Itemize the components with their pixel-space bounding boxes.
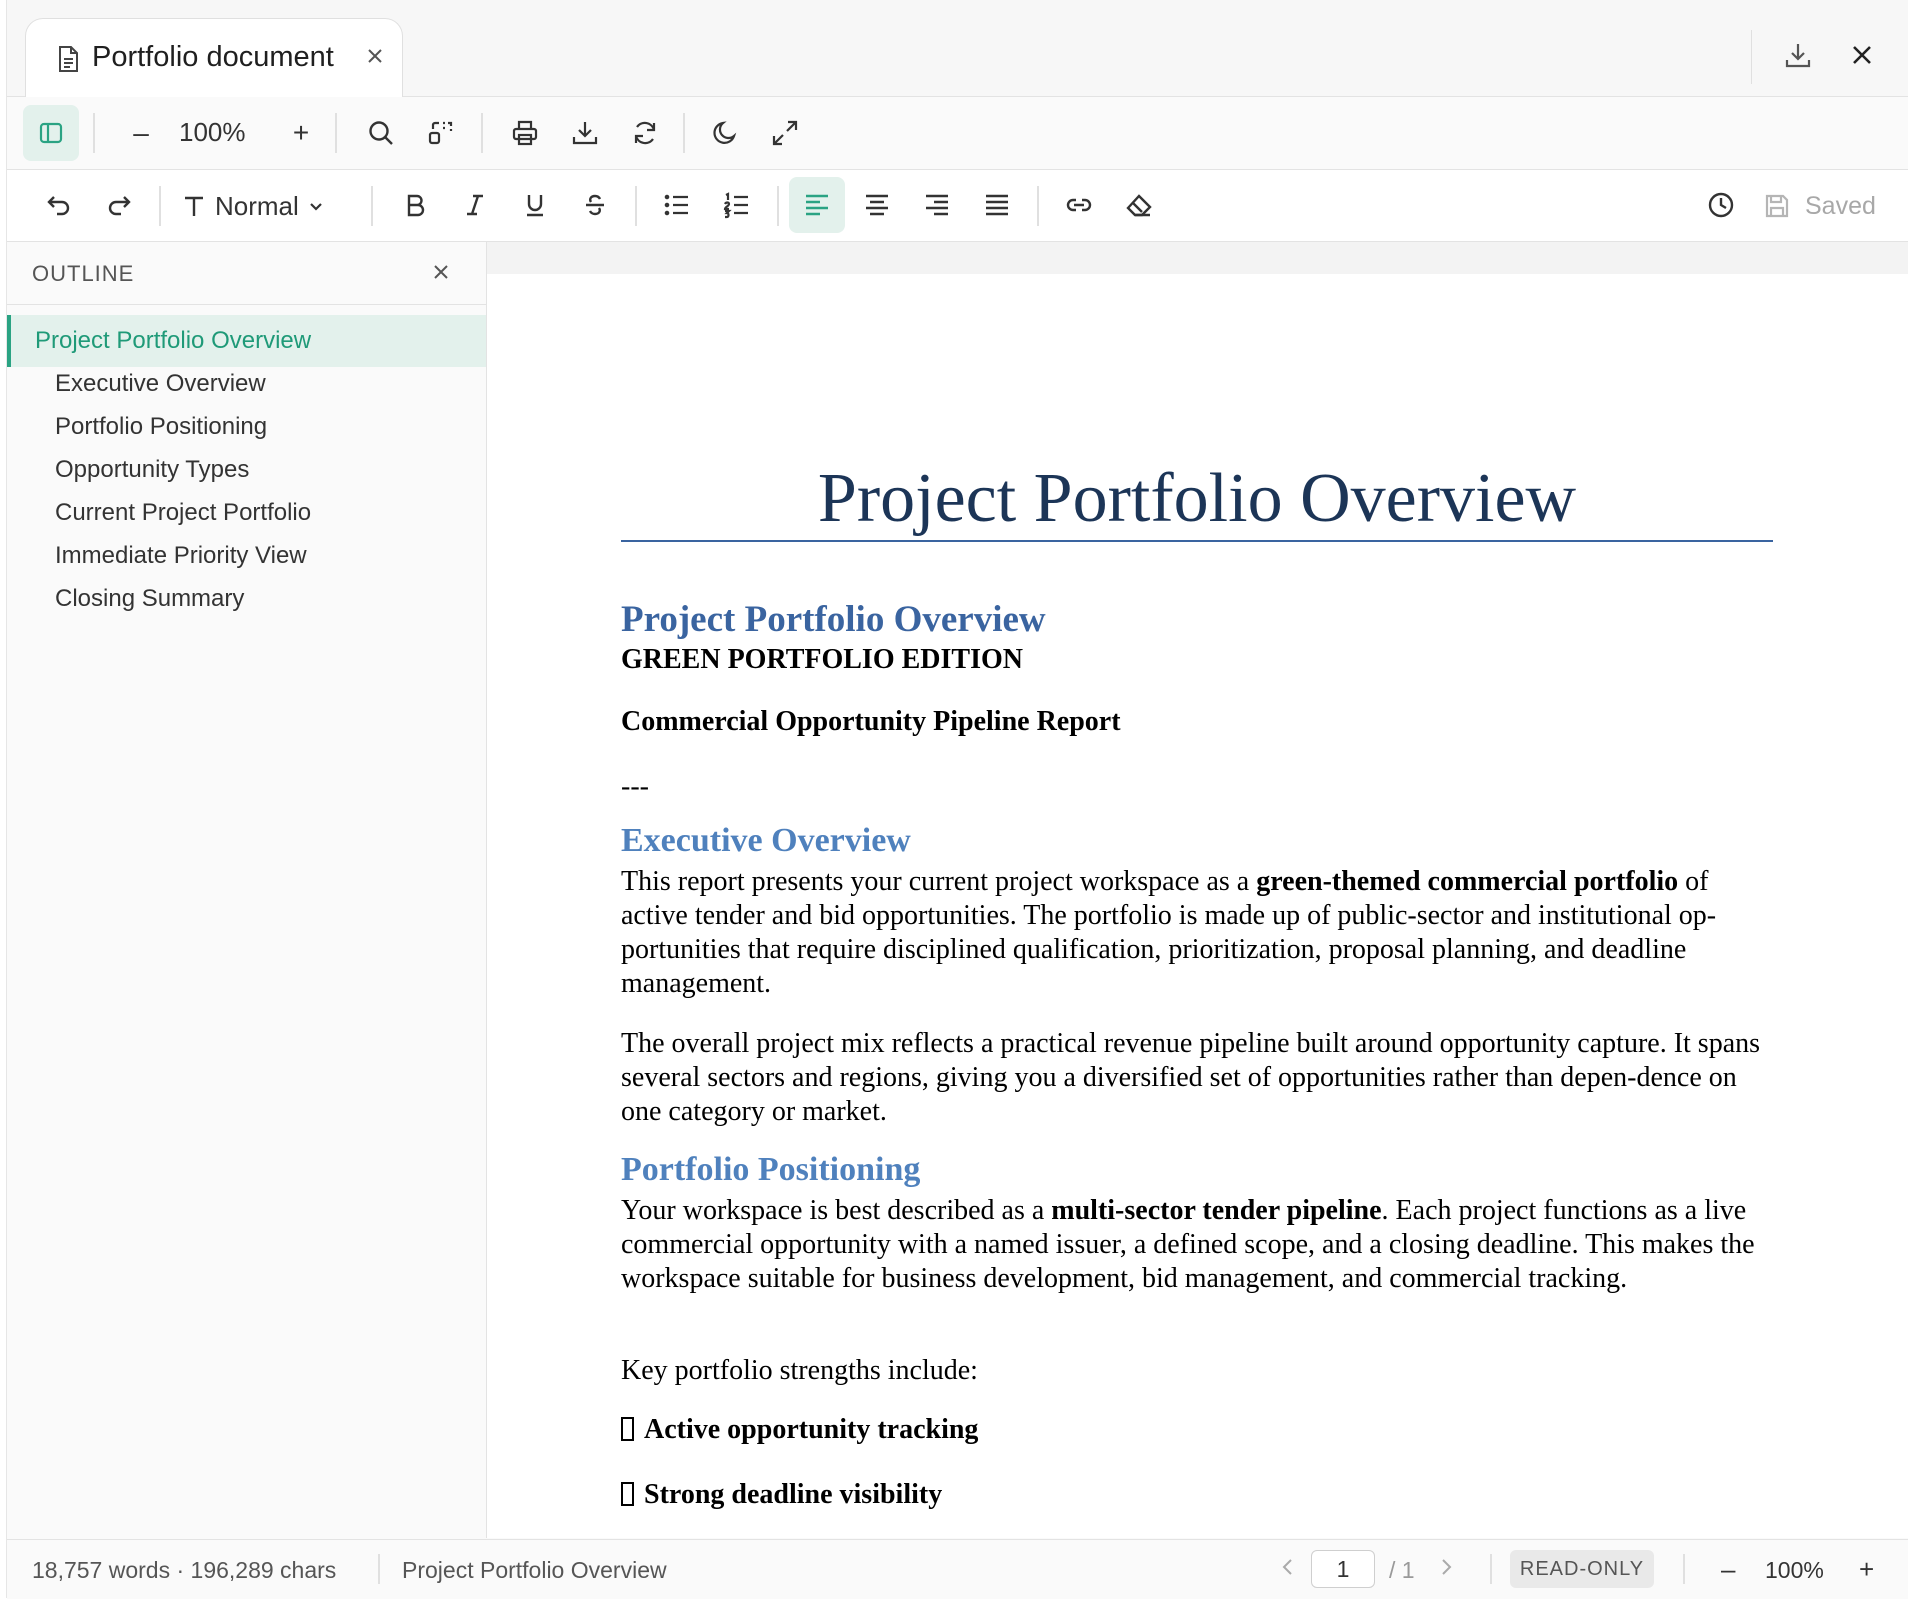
status-zoom-level: 100%: [1765, 1557, 1824, 1583]
heading-executive-overview: Executive Overview: [621, 822, 911, 859]
export-button[interactable]: [557, 105, 613, 161]
outline-item-immediate-priority-view[interactable]: Immediate Priority View: [55, 542, 307, 569]
current-section: Project Portfolio Overview: [402, 1557, 667, 1583]
history-button[interactable]: [1693, 177, 1749, 233]
italic-icon: [462, 192, 488, 218]
next-page-icon[interactable]: [1437, 1556, 1455, 1578]
print-icon: [511, 119, 539, 147]
text-run: . Each project functions as a live commercial opportunity with a named issuer, a defined scope, and a closing deadline. This makes the workspace suitable for business development, bid management, and commercial tracking.: [621, 1195, 1755, 1294]
numbered-list-button[interactable]: [709, 177, 765, 233]
report-name: Commercial Opportunity Pipeline Report: [621, 706, 1121, 737]
insert-link-button[interactable]: [1051, 177, 1107, 233]
underline-icon: [522, 192, 548, 218]
page-total: / 1: [1389, 1557, 1415, 1583]
align-right-icon: [923, 191, 951, 219]
divider: [93, 113, 95, 153]
align-left-icon: [803, 191, 831, 219]
align-center-button[interactable]: [849, 177, 905, 233]
undo-button[interactable]: [31, 177, 87, 233]
divider: [159, 186, 161, 226]
numbered-list-icon: [723, 191, 751, 219]
saved-label: Saved: [1805, 191, 1876, 220]
outline-item-project-portfolio-overview[interactable]: Project Portfolio Overview: [7, 315, 486, 367]
divider: [635, 186, 637, 226]
positioning-paragraph-1: [621, 1194, 1781, 1296]
fullscreen-button[interactable]: [757, 105, 813, 161]
close-icon[interactable]: [1847, 40, 1877, 70]
search-button[interactable]: [353, 105, 409, 161]
download-icon[interactable]: [1783, 40, 1813, 70]
divider: [371, 186, 373, 226]
print-button[interactable]: [497, 105, 553, 161]
page-number-input[interactable]: 1: [1311, 1550, 1375, 1588]
expand-icon: [771, 119, 799, 147]
document-viewport[interactable]: [487, 242, 1908, 1538]
zoom-level: 100%: [179, 117, 246, 147]
text-style-icon: [181, 193, 207, 219]
status-bar: [7, 1539, 1908, 1599]
tab-title: Portfolio document: [92, 41, 334, 73]
outline-item-portfolio-positioning[interactable]: Portfolio Positioning: [55, 413, 268, 440]
text-run: This report presents your current project workspace as a: [621, 866, 1257, 897]
bold-run: green-themed commercial portfolio: [1256, 866, 1679, 897]
document-title: Project Portfolio Overview: [621, 458, 1773, 542]
executive-paragraph-1: [621, 865, 1781, 1001]
document-page: [487, 274, 1908, 1538]
status-zoom-in-button[interactable]: +: [1859, 1554, 1875, 1584]
find-replace-button[interactable]: [413, 105, 469, 161]
toggle-sidebar-button[interactable]: [23, 105, 79, 161]
outline-item-current-project-portfolio[interactable]: Current Project Portfolio: [55, 499, 312, 526]
align-center-icon: [863, 191, 891, 219]
strength-label: Active opportunity tracking: [644, 1414, 979, 1445]
download-icon: [571, 119, 599, 147]
divider: [1037, 186, 1039, 226]
search-icon: [367, 119, 395, 147]
outline-header: [7, 242, 486, 305]
sidebar-icon: [38, 120, 64, 146]
strength-label: Strong deadline visibility: [644, 1479, 943, 1510]
heading-main: Project Portfolio Overview: [621, 599, 1046, 640]
divider: [335, 113, 337, 153]
refresh-button[interactable]: [617, 105, 673, 161]
outline-item-executive-overview[interactable]: Executive Overview: [55, 370, 266, 397]
checkbox-glyph: [621, 1417, 634, 1441]
style-value: Normal: [215, 190, 299, 221]
divider: [683, 113, 685, 153]
read-only-badge: READ-ONLY: [1510, 1550, 1654, 1588]
zoom-in-button[interactable]: +: [292, 117, 310, 148]
bold-icon: [402, 192, 428, 218]
eraser-icon: [1124, 190, 1154, 220]
view-toolbar: [7, 97, 1908, 170]
redo-button[interactable]: [91, 177, 147, 233]
tab-bar: [7, 0, 1908, 97]
align-left-button[interactable]: [789, 177, 845, 233]
align-right-button[interactable]: [909, 177, 965, 233]
close-outline-icon[interactable]: [429, 260, 453, 284]
save-status: [1763, 178, 1876, 234]
prev-page-icon[interactable]: [1279, 1556, 1297, 1578]
clock-icon: [1706, 190, 1736, 220]
tab-portfolio-document[interactable]: [25, 18, 403, 97]
divider: [1683, 1554, 1685, 1584]
status-zoom-out-button[interactable]: –: [1721, 1554, 1736, 1584]
dark-mode-button[interactable]: [697, 105, 753, 161]
executive-paragraph-2: The overall project mix reflects a practical revenue pipeline built around opportunity capture. It spans several sectors and regions, giving you a diversified set of opportunities rather than depen-dence on one category or market.: [621, 1028, 1761, 1127]
paragraph-style-select[interactable]: [181, 178, 325, 234]
close-tab-icon[interactable]: [366, 47, 384, 65]
app-window: [6, 0, 1908, 1598]
refresh-icon: [631, 119, 659, 147]
replace-icon: [427, 119, 455, 147]
edition-label: GREEN PORTFOLIO EDITION: [621, 644, 1023, 675]
bullet-list-button[interactable]: [649, 177, 705, 233]
link-icon: [1064, 190, 1094, 220]
text-run: Your workspace is best described as a: [621, 1195, 1052, 1226]
strikethrough-icon: [582, 192, 608, 218]
save-icon: [1763, 192, 1791, 220]
outline-item-closing-summary[interactable]: Closing Summary: [55, 585, 245, 612]
checkbox-glyph: [621, 1482, 634, 1506]
text-run: of active tender and bid opportunities. The portfolio is made up of public-sector and institutional op-portunities that require disciplined qualification, prioritization, proposal planning, and deadline management.: [621, 866, 1717, 999]
outline-title: OUTLINE: [32, 261, 135, 286]
undo-icon: [45, 191, 73, 219]
divider: [1751, 30, 1752, 84]
bullet-list-icon: [663, 191, 691, 219]
moon-icon: [711, 119, 739, 147]
chevron-down-icon: [307, 197, 325, 215]
heading-portfolio-positioning: Portfolio Positioning: [621, 1151, 921, 1188]
separator-text: ---: [621, 771, 649, 802]
format-toolbar: [7, 170, 1908, 242]
outline-item-opportunity-types[interactable]: Opportunity Types: [55, 456, 250, 483]
justify-icon: [983, 191, 1011, 219]
clear-format-button[interactable]: [1111, 177, 1167, 233]
bold-button[interactable]: [387, 177, 443, 233]
bold-run: multi-sector tender pipeline: [1051, 1195, 1382, 1226]
strengths-intro: Key portfolio strengths include:: [621, 1355, 978, 1386]
divider: [1490, 1554, 1492, 1584]
italic-button[interactable]: [447, 177, 503, 233]
zoom-out-button[interactable]: –: [133, 117, 149, 148]
strength-item: [621, 1414, 978, 1446]
outline-panel: [7, 242, 487, 1538]
divider: [481, 113, 483, 153]
strength-item: [621, 1479, 942, 1511]
divider: [777, 186, 779, 226]
divider: [378, 1554, 380, 1584]
document-icon: [56, 45, 80, 73]
underline-button[interactable]: [507, 177, 563, 233]
redo-icon: [105, 191, 133, 219]
word-count: 18,757 words · 196,289 chars: [32, 1557, 337, 1583]
justify-button[interactable]: [969, 177, 1025, 233]
strikethrough-button[interactable]: [567, 177, 623, 233]
